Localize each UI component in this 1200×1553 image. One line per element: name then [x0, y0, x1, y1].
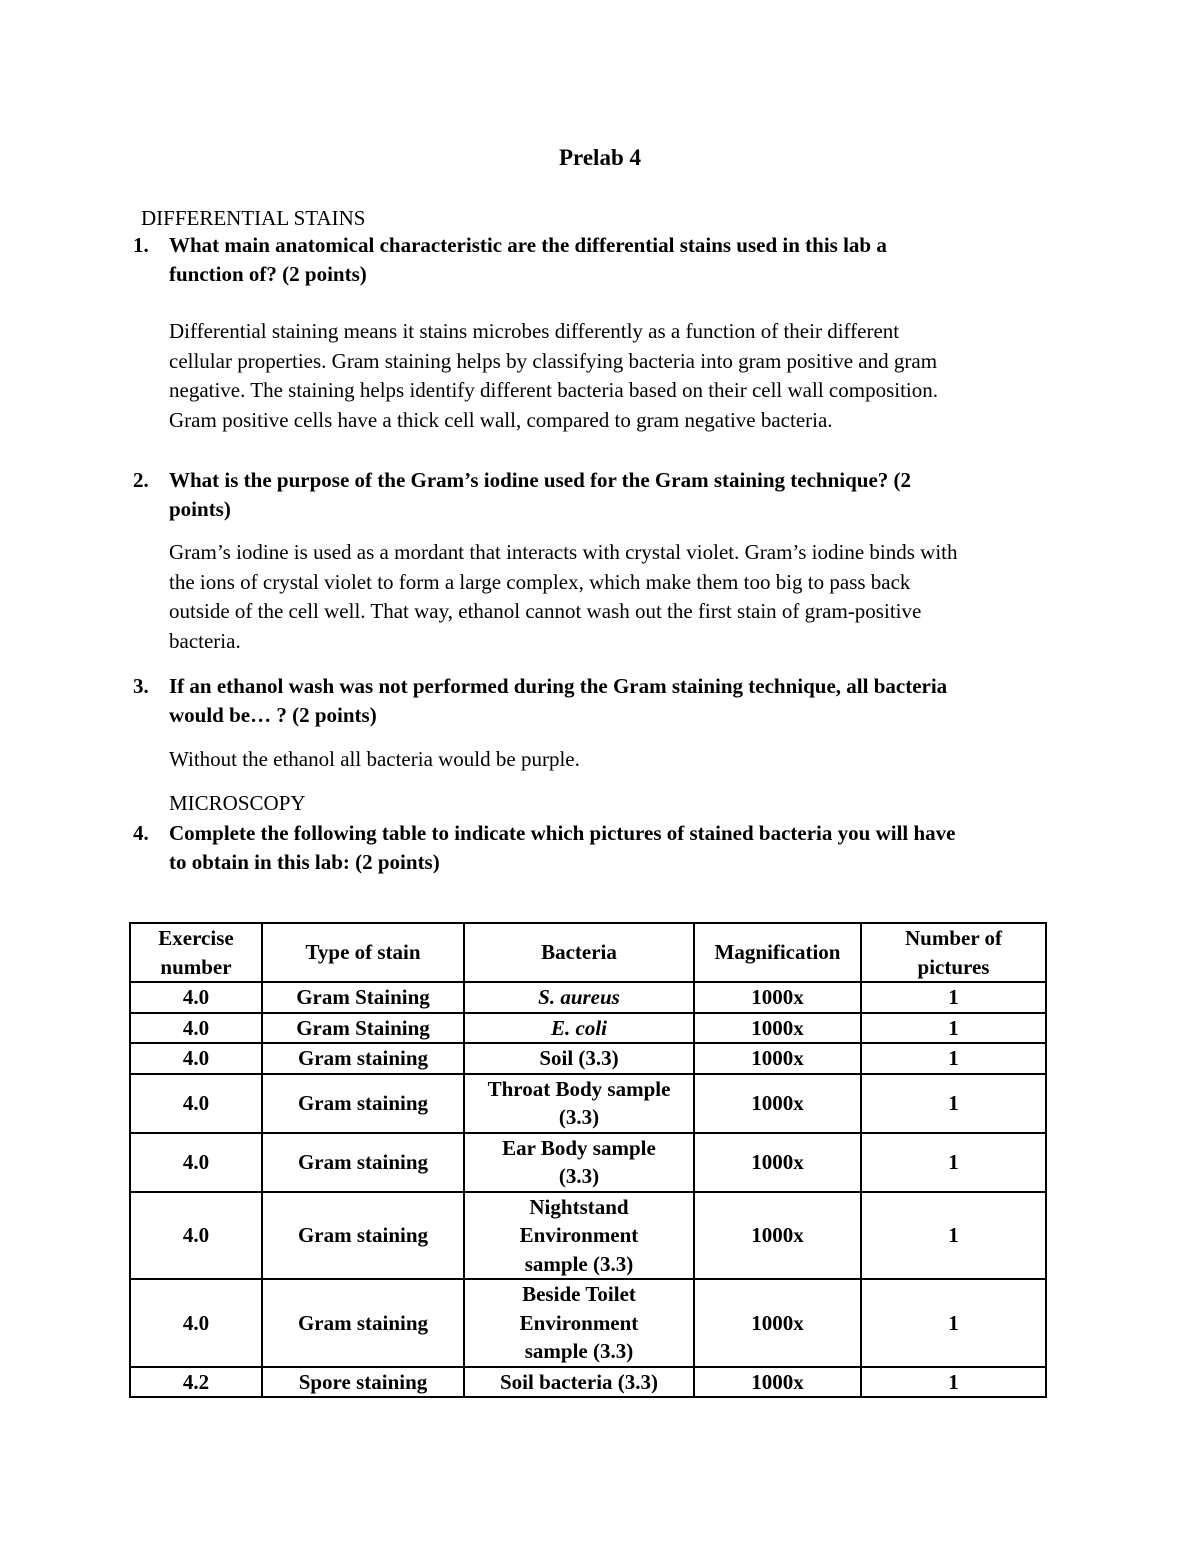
question-1-text — [169, 231, 1059, 289]
table-row — [130, 1279, 1046, 1367]
cell-pictures: 1 — [861, 982, 1046, 1013]
question-2-line-1: What is the purpose of the Gram’s iodine used for the Gram staining technique? (2 — [169, 468, 912, 492]
cell-exercise: 4.2 — [130, 1367, 262, 1398]
question-4-line-1: Complete the following table to indicate which pictures of stained bacteria you will have — [169, 821, 956, 845]
answer-3-line-1: Without the ethanol all bacteria would be purple. — [169, 747, 580, 771]
cell-exercise: 4.0 — [130, 1133, 262, 1192]
cell-magnification: 1000x — [694, 1074, 861, 1133]
answer-1-line-1: Differential staining means it stains microbes differently as a function of their different — [169, 319, 900, 343]
answer-2-line-1: Gram’s iodine is used as a mordant that interacts with crystal violet. Gram’s iodine binds with — [169, 540, 958, 564]
stained-bacteria-table — [129, 922, 1047, 1398]
table-row — [130, 1133, 1046, 1192]
cell-stain: Gram staining — [262, 1043, 464, 1074]
cell-bacteria: S. aureus — [464, 982, 694, 1013]
cell-stain: Gram Staining — [262, 982, 464, 1013]
cell-bacteria: Throat Body sample (3.3) — [464, 1074, 694, 1133]
answer-2 — [169, 538, 1064, 656]
page-title: Prelab 4 — [559, 145, 641, 170]
cell-magnification: 1000x — [694, 1043, 861, 1074]
cell-bacteria: E. coli — [464, 1013, 694, 1044]
cell-exercise: 4.0 — [130, 1279, 262, 1367]
header-type-of-stain: Type of stain — [262, 923, 464, 982]
question-4-text — [169, 819, 1069, 877]
table-row — [130, 982, 1046, 1013]
cell-bacteria: Nightstand Environment sample (3.3) — [464, 1192, 694, 1280]
question-3-line-2: would be… ? (2 points) — [169, 703, 377, 727]
cell-magnification: 1000x — [694, 982, 861, 1013]
table-row — [130, 1043, 1046, 1074]
table-row — [130, 1074, 1046, 1133]
cell-bacteria: Beside Toilet Environment sample (3.3) — [464, 1279, 694, 1367]
cell-exercise: 4.0 — [130, 1074, 262, 1133]
header-exercise-number: Exercise number — [130, 923, 262, 982]
answer-3 — [169, 745, 1064, 775]
question-4-line-2: to obtain in this lab: (2 points) — [169, 850, 440, 874]
cell-pictures: 1 — [861, 1279, 1046, 1367]
answer-1 — [169, 317, 1064, 435]
cell-bacteria: Soil (3.3) — [464, 1043, 694, 1074]
cell-magnification: 1000x — [694, 1367, 861, 1398]
question-3-number: 3. — [133, 674, 149, 698]
cell-exercise: 4.0 — [130, 1192, 262, 1280]
cell-stain: Gram staining — [262, 1074, 464, 1133]
cell-pictures: 1 — [861, 1074, 1046, 1133]
question-3-text — [169, 672, 1059, 730]
cell-stain: Spore staining — [262, 1367, 464, 1398]
cell-stain: Gram staining — [262, 1192, 464, 1280]
table-row — [130, 1367, 1046, 1398]
question-2-line-2: points) — [169, 497, 231, 521]
header-magnification: Magnification — [694, 923, 861, 982]
cell-bacteria: Soil bacteria (3.3) — [464, 1367, 694, 1398]
table-row — [130, 1013, 1046, 1044]
cell-magnification: 1000x — [694, 1013, 861, 1044]
answer-2-line-4: bacteria. — [169, 628, 241, 653]
answer-2-line-3: outside of the cell well. That way, ethanol cannot wash out the first stain of gram-positive — [169, 599, 922, 623]
cell-exercise: 4.0 — [130, 1013, 262, 1044]
cell-pictures: 1 — [861, 1367, 1046, 1398]
header-bacteria: Bacteria — [464, 923, 694, 982]
table-row — [130, 1192, 1046, 1280]
cell-pictures: 1 — [861, 1043, 1046, 1074]
cell-magnification: 1000x — [694, 1133, 861, 1192]
cell-bacteria: Ear Body sample (3.3) — [464, 1133, 694, 1192]
cell-stain: Gram staining — [262, 1133, 464, 1192]
section-heading-differential-stains: DIFFERENTIAL STAINS — [141, 206, 366, 230]
answer-1-line-4: Gram positive cells have a thick cell wall, compared to gram negative bacteria. — [169, 407, 833, 432]
cell-pictures: 1 — [861, 1013, 1046, 1044]
cell-pictures: 1 — [861, 1192, 1046, 1280]
table-header-row — [130, 923, 1046, 982]
cell-exercise: 4.0 — [130, 982, 262, 1013]
question-4-number: 4. — [133, 821, 149, 845]
cell-magnification: 1000x — [694, 1279, 861, 1367]
cell-stain: Gram Staining — [262, 1013, 464, 1044]
cell-stain: Gram staining — [262, 1279, 464, 1367]
question-3-line-1: If an ethanol wash was not performed during the Gram staining technique, all bacteria — [169, 674, 948, 698]
question-1-line-1: What main anatomical characteristic are the differential stains used in this lab a — [169, 233, 887, 257]
cell-magnification: 1000x — [694, 1192, 861, 1280]
question-1-line-2: function of? (2 points) — [169, 262, 367, 286]
cell-exercise: 4.0 — [130, 1043, 262, 1074]
question-2-number: 2. — [133, 468, 149, 492]
answer-2-line-2: the ions of crystal violet to form a large complex, which make them too big to pass back — [169, 569, 911, 594]
question-1-number: 1. — [133, 233, 149, 257]
cell-pictures: 1 — [861, 1133, 1046, 1192]
header-number-of-pictures: Number of pictures — [861, 923, 1046, 982]
question-2-text — [169, 466, 1059, 524]
section-heading-microscopy: MICROSCOPY — [169, 791, 306, 815]
answer-1-line-2: cellular properties. Gram staining helps by classifying bacteria into gram positive and gram — [169, 348, 938, 373]
answer-1-line-3: negative. The staining helps identify different bacteria based on their cell wall composition. — [169, 378, 938, 402]
